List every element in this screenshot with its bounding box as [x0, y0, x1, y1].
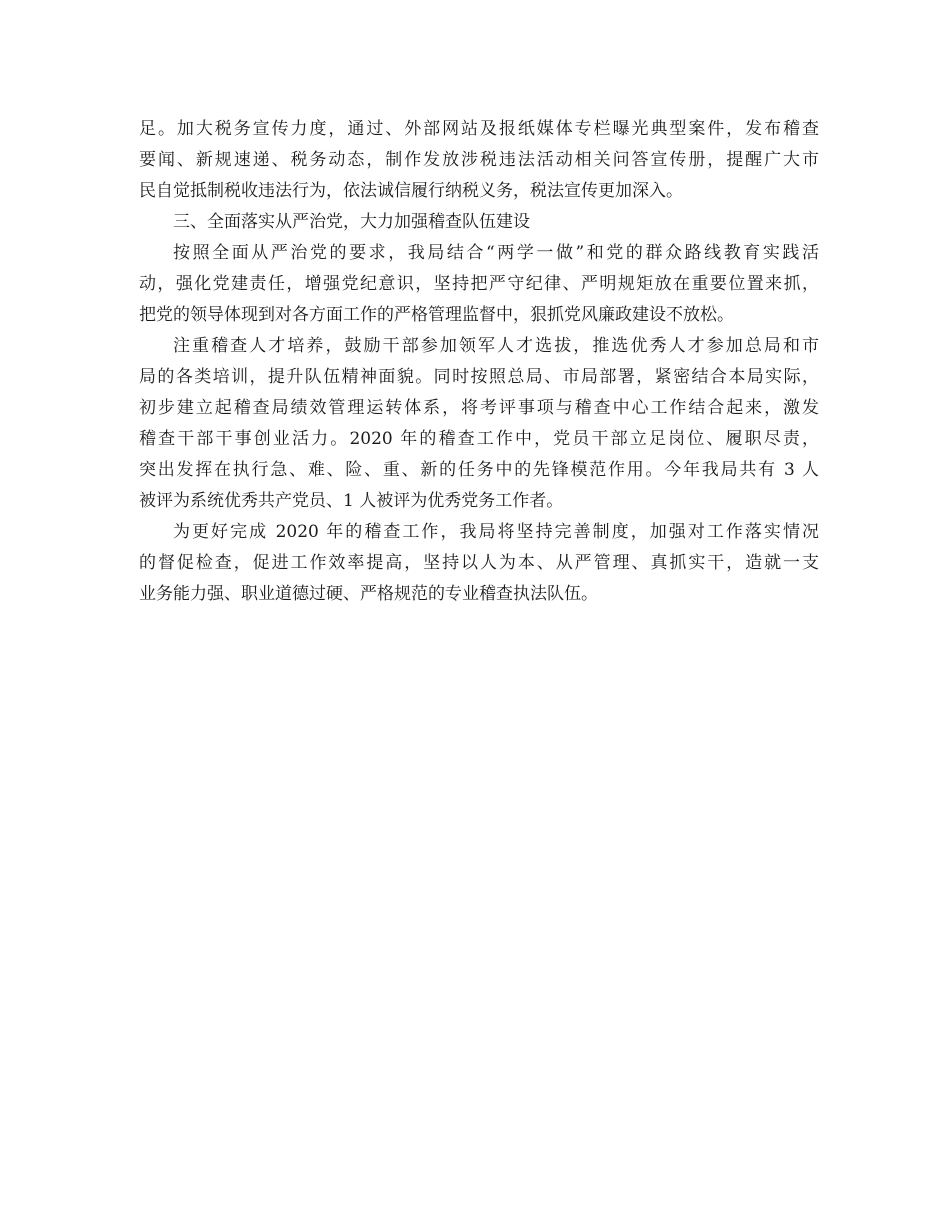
text-line: 把党的领导体现到对各方面工作的严格管理监督中，狠抓党风廉政建设不放松。	[139, 305, 734, 325]
text-line: 稽查干部干事创业活力。2020 年的稽查工作中，党员干部立足岗位、履职尽责，	[139, 429, 819, 449]
text-line: 局的各类培训，提升队伍精神面貌。同时按照总局、市局部署，紧密结合本局实际，	[139, 367, 819, 387]
section-heading-text: 三、全面落实从严治党，大力加强稽查队伍建设	[173, 212, 530, 232]
paragraph-tax-publicity	[139, 114, 819, 207]
document-body	[139, 114, 819, 610]
text-line: 业务能力强、职业道德过硬、严格规范的专业稽查执法队伍。	[139, 584, 598, 604]
text-line: 初步建立起稽查局绩效管理运转体系，将考评事项与稽查中心工作结合起来，激发	[139, 398, 819, 418]
paragraph-party-discipline	[139, 238, 819, 331]
paragraph-talent-training	[139, 331, 819, 517]
text-line: 被评为系统优秀共产党员、1 人被评为优秀党务工作者。	[139, 491, 564, 511]
paragraph-2020-plan	[139, 517, 819, 610]
section-heading	[139, 207, 819, 238]
text-line: 注重稽查人才培养，鼓励干部参加领军人才选拔，推选优秀人才参加总局和市	[173, 336, 819, 356]
text-line: 突出发挥在执行急、难、险、重、新的任务中的先锋模范作用。今年我局共有 3 人	[139, 460, 819, 480]
text-line: 为更好完成 2020 年的稽查工作，我局将坚持完善制度，加强对工作落实情况	[173, 522, 819, 542]
text-line: 的督促检查，促进工作效率提高，坚持以人为本、从严管理、真抓实干，造就一支	[139, 553, 819, 573]
text-line: 民自觉抵制税收违法行为，依法诚信履行纳税义务，税法宣传更加深入。	[139, 181, 683, 201]
text-line: 足。加大税务宣传力度，通过、外部网站及报纸媒体专栏曝光典型案件，发布稽查	[139, 119, 819, 139]
text-line: 要闻、新规速递、税务动态，制作发放涉税违法活动相关问答宣传册，提醒广大市	[139, 150, 819, 170]
text-line: 动，强化党建责任，增强党纪意识，坚持把严守纪律、严明规矩放在重要位置来抓，	[139, 274, 819, 294]
text-line: 按照全面从严治党的要求，我局结合“两学一做”和党的群众路线教育实践活	[173, 243, 819, 263]
